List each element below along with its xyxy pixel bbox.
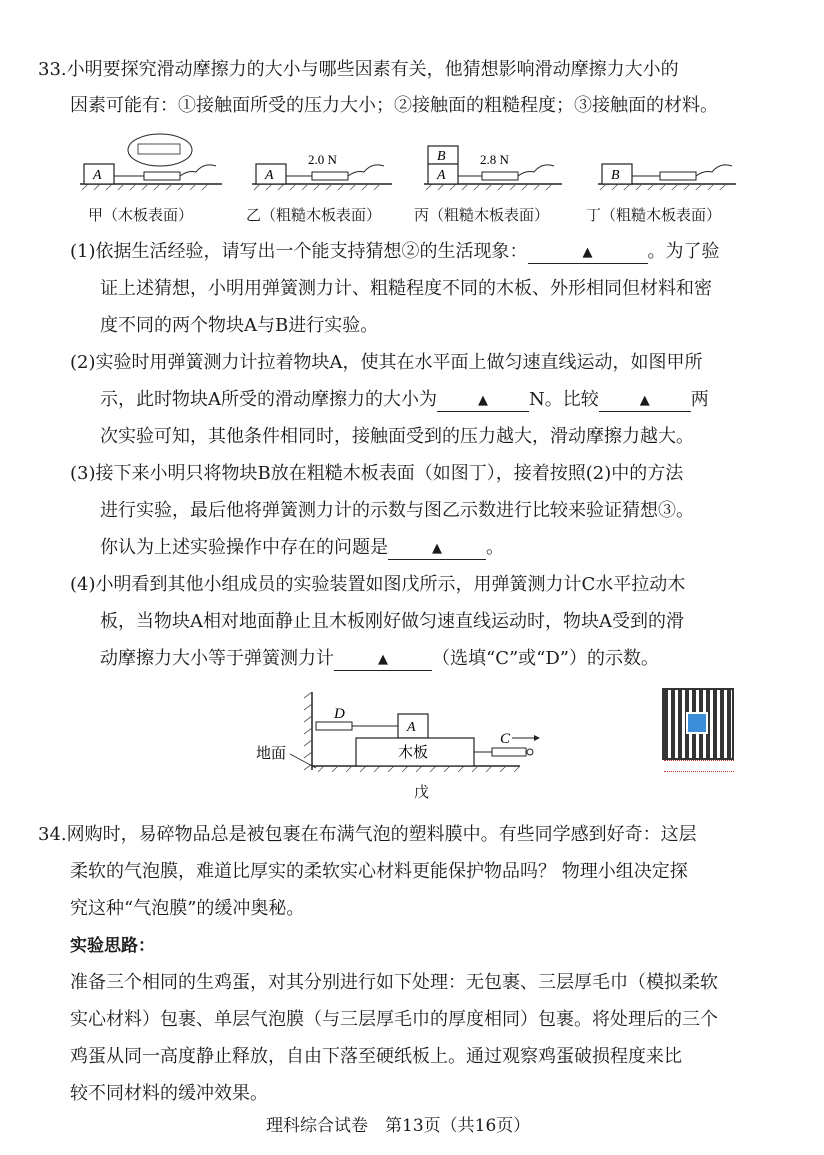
caption-jia: 甲（木板表面）	[88, 206, 194, 224]
q34-body-3: 鸡蛋从同一高度静止释放，自由下落至硬纸板上。通过观察鸡蛋破损程度来比	[70, 1046, 682, 1067]
q33-part1-line2: 证上述猜想，小明用弹簧测力计、粗糙程度不同的木板、外形相同但材料和密	[100, 278, 712, 299]
svg-text:2.0 N: 2.0 N	[308, 152, 337, 167]
q33-part1-line1: (1)依据生活经验，请写出一个能支持猜想②的生活现象： ▲ 。为了验	[70, 241, 720, 262]
caption-ding: 丁（粗糙木板表面）	[586, 206, 722, 224]
block-a-label: A	[93, 168, 102, 183]
figure-yi	[252, 152, 392, 190]
caption-bing: 丙（粗糙木板表面）	[414, 206, 550, 224]
answer-blank-3[interactable]: ▲	[599, 389, 691, 412]
figure-ding	[598, 164, 736, 190]
answer-blank-1[interactable]: ▲	[528, 241, 648, 264]
figure-wu	[252, 688, 552, 788]
svg-text:B: B	[611, 168, 620, 183]
caption-yi: 乙（粗糙木板表面）	[246, 206, 382, 224]
q34-body-2: 实心材料）包裹、单层气泡膜（与三层厚毛巾的厚度相同）包裹。将处理后的三个	[70, 1009, 718, 1030]
q34-heading: 实验思路：	[70, 936, 155, 956]
figure-bing	[424, 146, 562, 190]
svg-text:A: A	[437, 168, 446, 183]
answer-blank-4[interactable]: ▲	[388, 537, 486, 560]
q33-part3-line3: 你认为上述实验操作中存在的问题是 ▲ 。	[100, 537, 504, 558]
q34-line-1: 34.网购时，易碎物品总是被包裹在布满气泡的塑料膜中。有些同学感到好奇：这层	[38, 824, 697, 845]
q33-part4-line3: 动摩擦力大小等于弹簧测力计 ▲ （选填“C”或“D”）的示数。	[100, 648, 660, 669]
caption-wu: 戊	[414, 783, 430, 801]
answer-blank-2[interactable]: ▲	[437, 389, 529, 412]
q33-line-1: 33.小明要探究滑动摩擦力的大小与哪些因素有关，他猜想影响滑动摩擦力大小的	[38, 59, 679, 80]
q33-part4-line2: 板，当物块A相对地面静止且木板刚好做匀速直线运动时，物块A受到的滑	[100, 611, 684, 632]
q33-line-2: 因素可能有：①接触面所受的压力大小；②接触面的粗糙程度；③接触面的材料。	[70, 95, 718, 116]
qr-center-logo	[686, 712, 708, 734]
q33-part3-line1: (3)接下来小明只将物块B放在粗糙木板表面（如图丁），接着按照(2)中的方法	[70, 463, 684, 484]
q33-part2-line3: 次实验可知，其他条件相同时，接触面受到的压力越大，滑动摩擦力越大。	[100, 426, 694, 447]
svg-text:B: B	[437, 149, 446, 164]
q34-line-2: 柔软的气泡膜，难道比厚实的柔软实心材料更能保护物品吗？ 物理小组决定探	[70, 861, 688, 882]
q33-part3-line2: 进行实验，最后他将弹簧测力计的示数与图乙示数进行比较来验证猜想③。	[100, 500, 694, 521]
answer-blank-5[interactable]: ▲	[334, 648, 432, 671]
q34-line-3: 究这种“气泡膜”的缓冲奥秘。	[70, 898, 305, 919]
q33-figure-row	[72, 132, 752, 202]
qr-caption	[664, 760, 734, 772]
q33-part4-line1: (4)小明看到其他小组成员的实验装置如图戊所示，用弹簧测力计C水平拉动木	[70, 574, 686, 595]
q34-body-1: 准备三个相同的生鸡蛋，对其分别进行如下处理：无包裹、三层厚毛巾（模拟柔软	[70, 972, 718, 993]
q34-body-4: 较不同材料的缓冲效果。	[70, 1083, 268, 1104]
q33-part1-line3: 度不同的两个物块A与B进行实验。	[100, 315, 379, 336]
q33-part2-line2: 示，此时物块A所受的滑动摩擦力的大小为 ▲ N。比较 ▲ 两	[100, 389, 709, 410]
svg-text:A: A	[265, 168, 274, 183]
page-footer: 理科综合试卷 第13页（共16页）	[266, 1116, 531, 1136]
svg-text:A: A	[407, 720, 416, 735]
svg-text:地面: 地面	[256, 746, 287, 762]
figure-jia	[80, 134, 222, 190]
svg-text:2.8 N: 2.8 N	[480, 152, 509, 167]
svg-text:D: D	[334, 706, 345, 722]
svg-text:C: C	[500, 731, 511, 747]
q33-part2-line1: (2)实验时用弹簧测力计拉着物块A，使其在水平面上做匀速直线运动，如图甲所	[70, 352, 703, 373]
svg-text:木板: 木板	[398, 745, 429, 761]
